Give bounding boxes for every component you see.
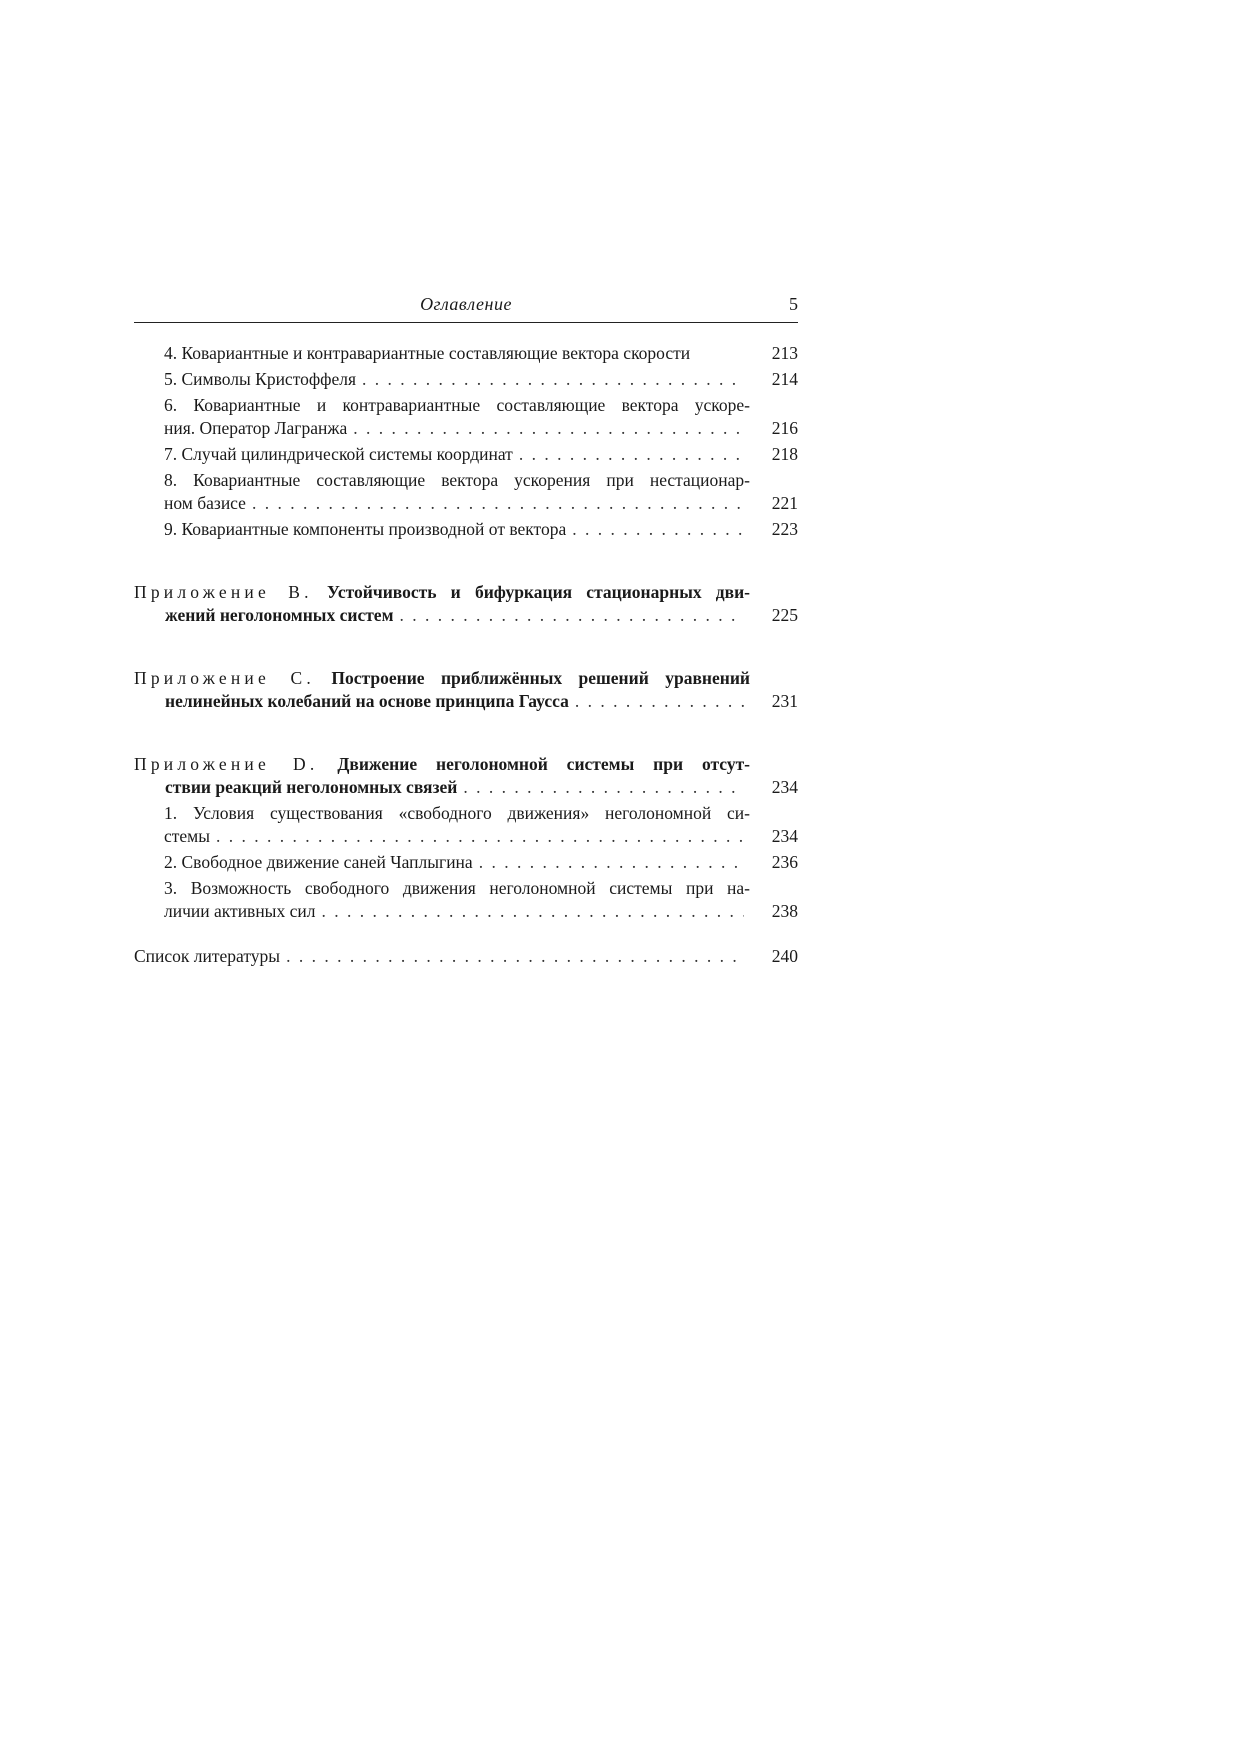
- entry-number: 1.: [164, 803, 178, 823]
- entry-title-continued: стемы: [164, 826, 211, 846]
- entry-page: 234: [771, 826, 798, 846]
- appendix-title: Построение приближённых решений уравнений: [331, 668, 751, 688]
- entry-page: 214: [771, 369, 798, 389]
- appendix-title: Устойчивость и бифуркация стационарных дви-: [326, 582, 750, 602]
- toc-entry[interactable]: [134, 469, 798, 515]
- entry-page: 221: [771, 493, 798, 513]
- toc-entry[interactable]: [134, 443, 798, 466]
- toc-appendix-b[interactable]: [134, 581, 798, 627]
- appendix-label: Приложение D.: [134, 754, 319, 774]
- entry-title-continued: ном базисе: [164, 493, 246, 513]
- toc-entry[interactable]: [134, 518, 798, 541]
- entry-page: 216: [771, 418, 798, 438]
- entry-title: Ковариантные составляющие вектора ускорения при нестационар-: [193, 470, 750, 490]
- entry-number: 6.: [164, 395, 178, 415]
- table-of-contents: [134, 342, 798, 971]
- leader-dots: [286, 945, 744, 968]
- appendix-label: Приложение C.: [134, 668, 315, 688]
- toc-entry[interactable]: [134, 802, 798, 848]
- running-header: [134, 292, 798, 323]
- toc-bibliography[interactable]: [134, 945, 798, 968]
- entry-title: Возможность свободного движения неголономной системы при на-: [190, 878, 751, 898]
- entry-number: 5.: [164, 369, 178, 389]
- toc-entry[interactable]: [134, 368, 798, 391]
- appendix-label: Приложение B.: [134, 582, 313, 602]
- leader-dots: [321, 900, 744, 923]
- page-number: 5: [789, 294, 798, 314]
- entry-title: Условия существования «свободного движения» неголономной си-: [192, 803, 750, 823]
- entry-number: 3.: [164, 878, 178, 898]
- entry-page: 223: [771, 519, 798, 539]
- entry-title: Свободное движение саней Чаплыгина: [181, 852, 473, 872]
- entry-page: 213: [771, 343, 798, 363]
- entry-title-continued: личии активных сил: [164, 901, 316, 921]
- entry-page: 225: [771, 605, 798, 625]
- entry-number: 4.: [164, 343, 178, 363]
- entry-number: 9.: [164, 519, 178, 539]
- entry-page: 236: [771, 852, 798, 872]
- leader-dots: [362, 368, 744, 391]
- toc-appendix-d[interactable]: [134, 753, 798, 799]
- leader-dots: [252, 492, 744, 515]
- leader-dots: [572, 518, 744, 541]
- entry-page: 238: [771, 901, 798, 921]
- entry-title: Ковариантные и контравариантные составляющие вектора скорости: [181, 343, 691, 363]
- bibliography-label: Список литературы: [134, 946, 281, 966]
- toc-entry[interactable]: [134, 342, 798, 365]
- entry-title: Ковариантные компоненты производной от вектора: [181, 519, 567, 539]
- appendix-title: Движение неголономной системы при отсут-: [337, 754, 750, 774]
- running-title: Оглавление: [420, 294, 512, 314]
- leader-dots: [479, 851, 744, 874]
- entry-title-continued: ния. Оператор Лагранжа: [164, 418, 348, 438]
- leader-dots: [463, 776, 744, 799]
- entry-page: 231: [771, 691, 798, 711]
- leader-dots: [353, 417, 744, 440]
- entry-title: Случай цилиндрической системы координат: [181, 444, 513, 464]
- toc-entry[interactable]: [134, 851, 798, 874]
- entry-number: 7.: [164, 444, 178, 464]
- appendix-title-continued: жений неголономных систем: [165, 605, 394, 625]
- appendix-title-continued: нелинейных колебаний на основе принципа Гаусса: [165, 691, 569, 711]
- entry-page: 234: [771, 777, 798, 797]
- entry-number: 8.: [164, 470, 178, 490]
- toc-entry[interactable]: [134, 394, 798, 440]
- entry-number: 2.: [164, 852, 178, 872]
- entry-title: Ковариантные и контравариантные составляющие вектора ускоре-: [193, 395, 751, 415]
- entry-title: Символы Кристоффеля: [181, 369, 356, 389]
- leader-dots: [216, 825, 744, 848]
- leader-dots: [575, 690, 744, 713]
- appendix-title-continued: ствии реакций неголономных связей: [165, 777, 458, 797]
- toc-entry[interactable]: [134, 877, 798, 923]
- entry-page: 240: [771, 946, 798, 966]
- entry-page: 218: [771, 444, 798, 464]
- toc-appendix-c[interactable]: [134, 667, 798, 713]
- leader-dots: [400, 604, 745, 627]
- leader-dots: [519, 443, 744, 466]
